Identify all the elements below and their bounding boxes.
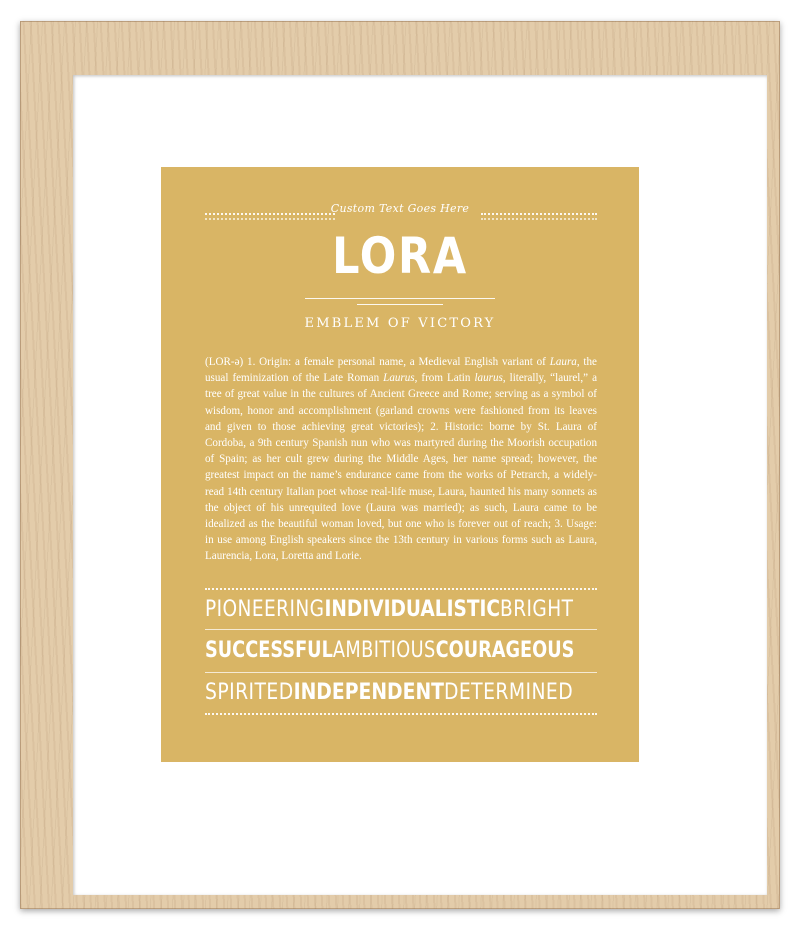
trait-word: PIONEERING [205,597,325,622]
mid-dotted-rule [205,588,597,590]
definition-italic-term: Laurus [383,372,415,385]
definition-text: (LOR-ə) 1. Origin: a female personal name, a Medieval English variant of [205,356,550,368]
traits-rule-2 [205,672,597,673]
traits-row-3 [205,680,597,705]
custom-text: Custom Text Goes Here [330,202,470,215]
definition-italic-term: laurus [474,372,503,385]
trait-word: COURAGEOUS [435,638,575,663]
bottom-dotted-rule [205,713,597,715]
definition-text: , literally, “laurel,” a tree of great value in the cultures of Ancient Greece and Rome; serving as a symbol of wisdom, honor and accomplishment (garland crowns were fashioned from its leaves and given to those achieving great victories); 2. Historic: borne by St. Laura of Cordoba, a 9th century Spanish nun who was martyred during the Moorish occupation of Spain; as her cult grew during the Middle Ages, her name spread; however, the greatest impact on the name’s endurance came from the works of Petrarch, a widely-read 14th century Italian poet whose real-life muse, Laura, haunted his many sonnets as the object of his unrequited love (Laura was married); as such, Laura came to be idealized as the beautiful woman loved, but one who is forever out of reach; 3. Usage: in use among English speakers since the 13th century in various forms such as Laura, Laurencia, Lora, Loretta and Lorie. [205,372,598,563]
trait-word: SPIRITED [205,680,294,705]
trait-word: INDEPENDENT [293,680,444,705]
top-right-dotted-rule-2 [481,218,597,220]
traits-row-2 [205,638,597,663]
title-rule-bottom [357,304,443,305]
name-title: LORA [332,227,468,285]
traits-rule-1 [205,629,597,630]
trait-word: INDIVIDUALISTIC [324,597,501,622]
top-left-dotted-rule-2 [205,218,335,220]
trait-word: AMBITIOUS [332,638,436,663]
definition-text: , the usual feminization of the Late Roman [205,356,597,385]
definition-italic-term: Laura [549,356,577,368]
name-print [161,167,639,762]
trait-word: BRIGHT [500,597,574,622]
title-rule-top [305,298,495,299]
name-meaning: EMBLEM OF VICTORY [304,316,496,331]
definition-text: , from Latin [414,372,475,385]
traits-row-1 [205,597,597,622]
trait-word: SUCCESSFUL [205,638,333,663]
trait-word: DETERMINED [443,680,574,705]
name-definition [205,354,597,565]
